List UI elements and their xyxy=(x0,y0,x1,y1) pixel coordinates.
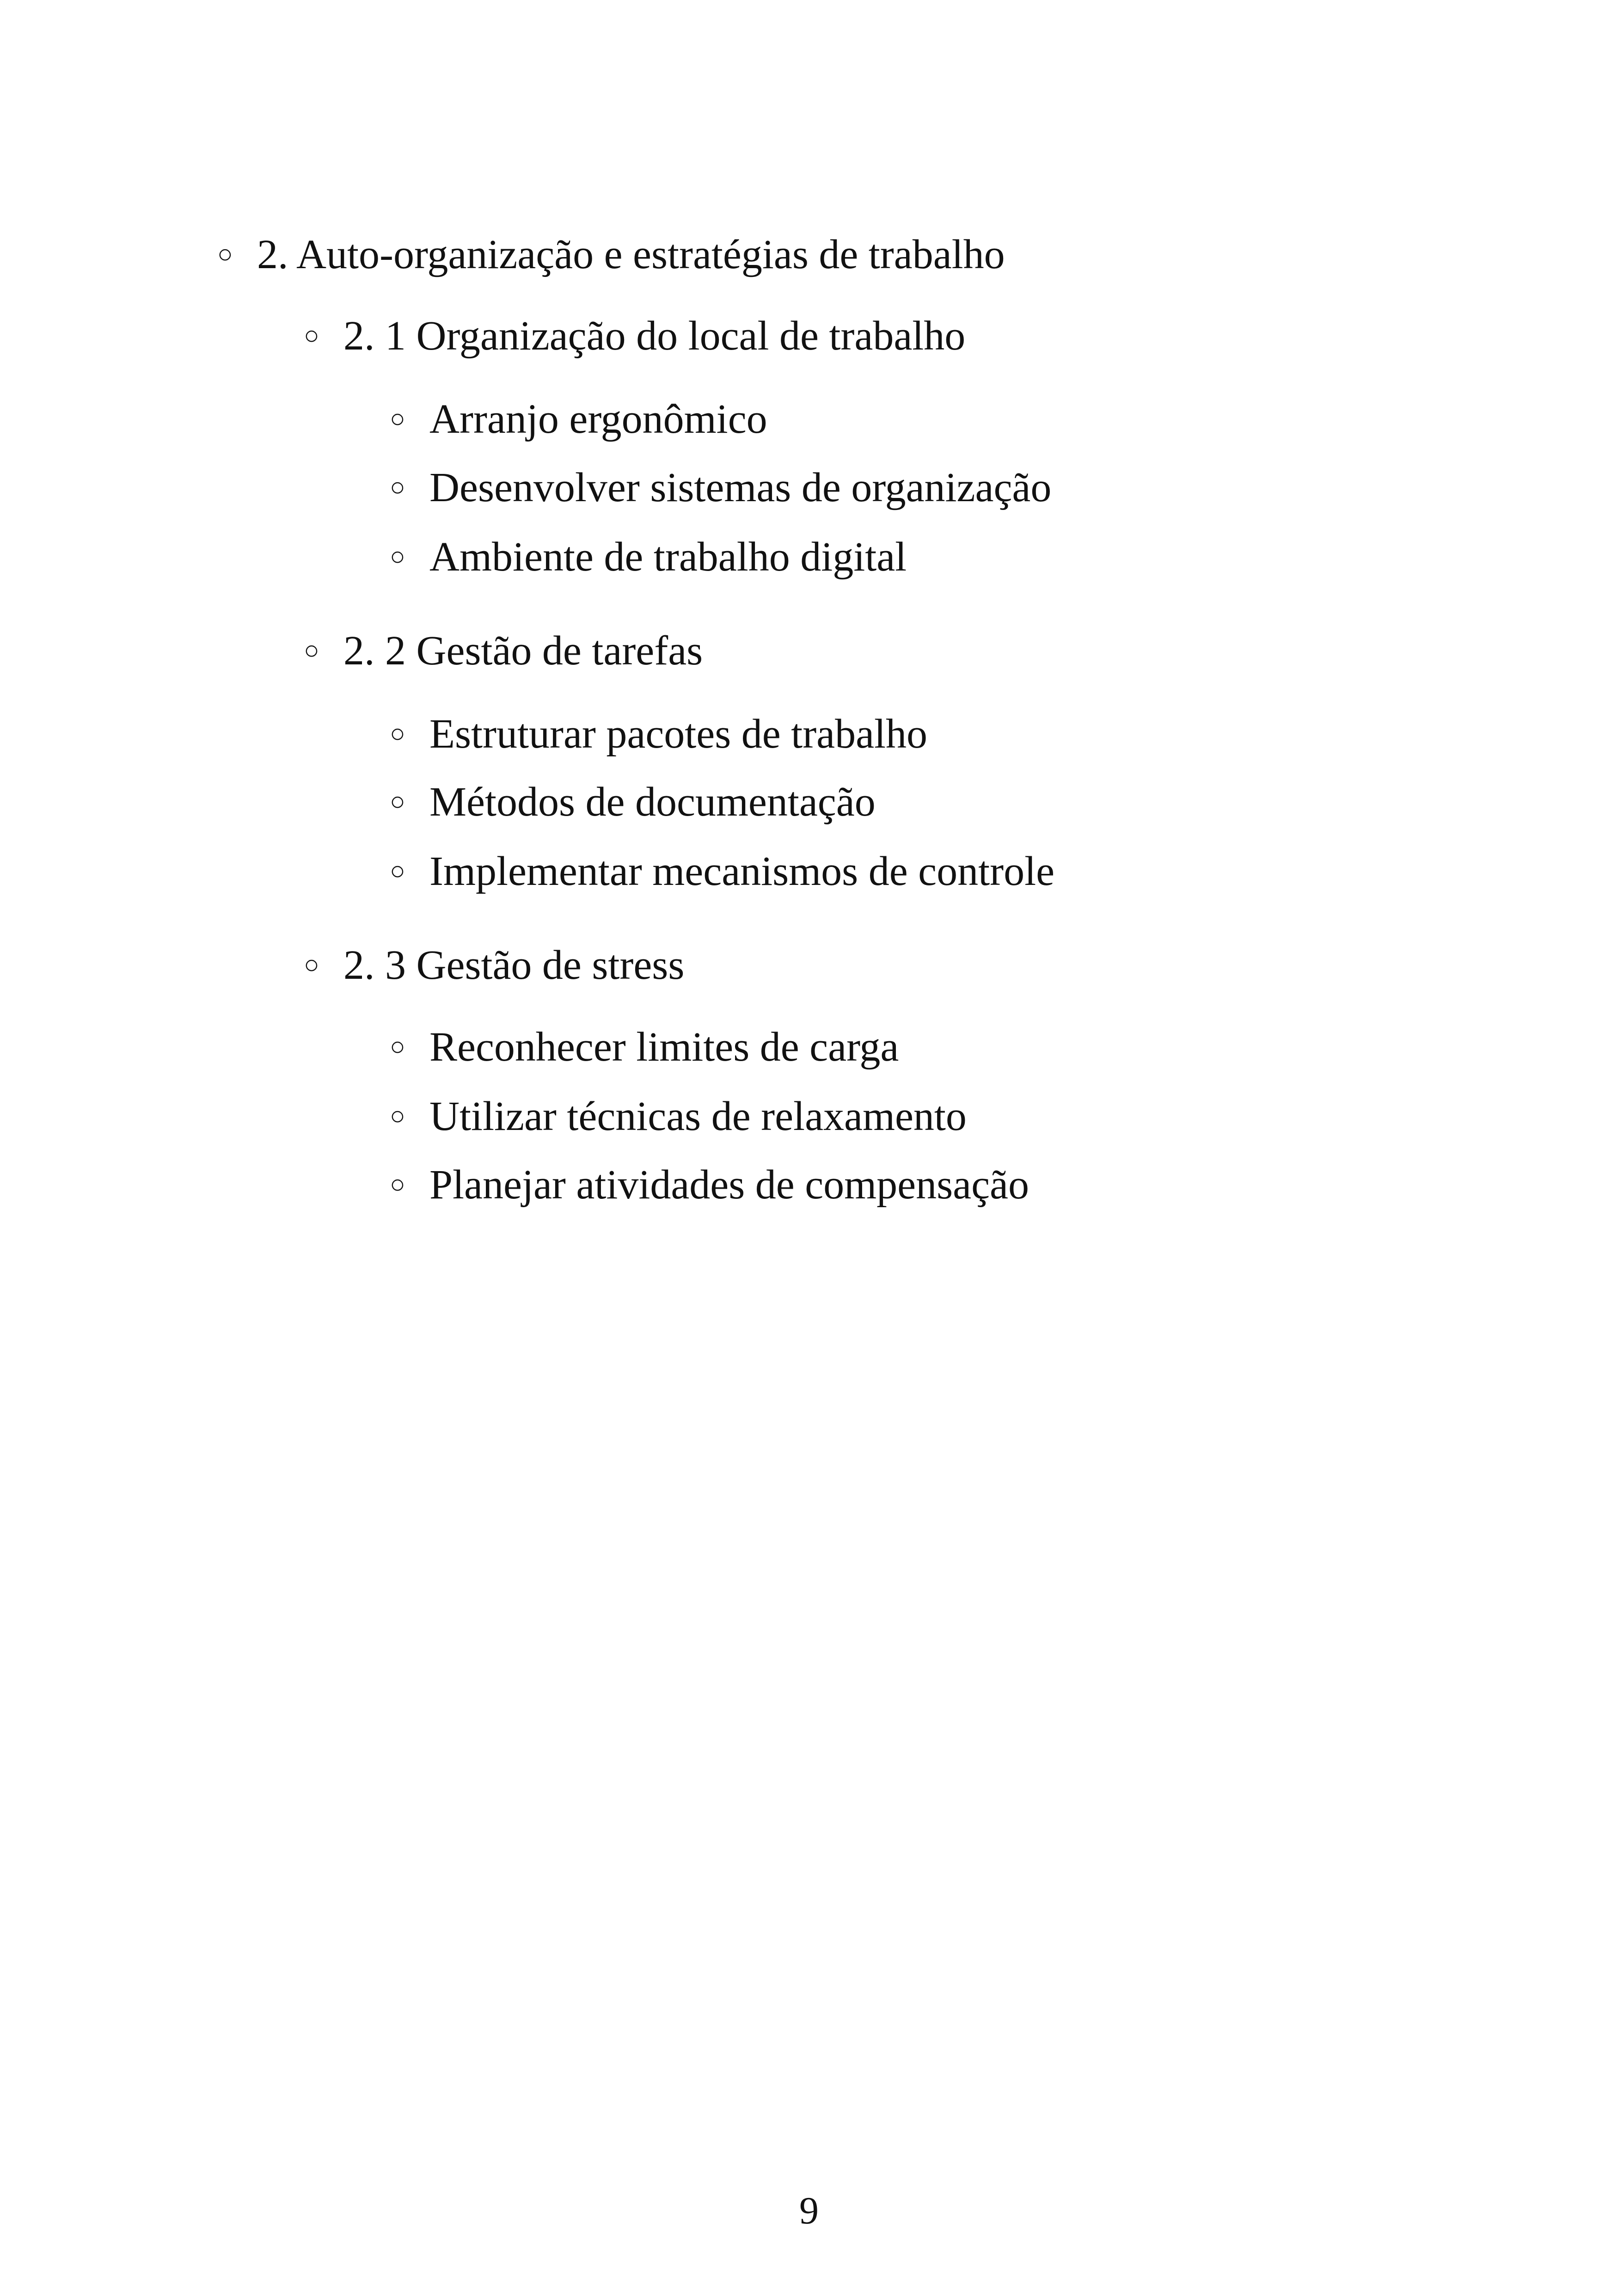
circle-bullet-icon: ○ xyxy=(304,321,319,350)
subsection-heading xyxy=(304,630,703,672)
list-item-text: Reconhecer limites de carga xyxy=(429,1024,899,1070)
list-item-text: Estruturar pacotes de trabalho xyxy=(429,711,928,757)
list-item xyxy=(390,713,927,755)
list-item-text: Planejar atividades de compensação xyxy=(429,1162,1029,1208)
circle-bullet-icon: ○ xyxy=(390,787,405,816)
circle-bullet-icon: ○ xyxy=(390,719,405,748)
list-item xyxy=(390,467,1051,509)
circle-bullet-icon: ○ xyxy=(390,542,405,571)
subsection-heading xyxy=(304,942,685,988)
list-item xyxy=(390,1026,899,1068)
list-item-text: Desenvolver sistemas de organização xyxy=(429,465,1052,510)
circle-bullet-icon: ○ xyxy=(390,857,405,885)
list-item xyxy=(390,1164,1029,1206)
list-item xyxy=(390,1093,967,1139)
circle-bullet-icon: ○ xyxy=(304,636,319,665)
section-heading xyxy=(217,234,1005,276)
circle-bullet-icon: ○ xyxy=(390,1102,405,1130)
list-item xyxy=(390,781,876,823)
circle-bullet-icon: ○ xyxy=(390,1032,405,1061)
subsection-title: 2. 2 Gestão de tarefas xyxy=(343,628,703,674)
list-item xyxy=(390,536,907,578)
subsection-title: 2. 1 Organização do local de trabalho xyxy=(343,313,966,359)
page-number: 9 xyxy=(799,2189,819,2232)
subsection-heading xyxy=(304,315,965,357)
list-item xyxy=(390,396,767,442)
list-item xyxy=(390,848,1055,894)
list-item-text: Ambiente de trabalho digital xyxy=(429,534,907,580)
circle-bullet-icon: ○ xyxy=(390,473,405,502)
circle-bullet-icon: ○ xyxy=(304,951,319,979)
list-item-text: Arranjo ergonômico xyxy=(429,396,767,442)
section-title: 2. Auto-organização e estratégias de trabalho xyxy=(257,232,1005,277)
list-item-text: Implementar mecanismos de controle xyxy=(429,848,1055,894)
circle-bullet-icon: ○ xyxy=(217,240,233,269)
circle-bullet-icon: ○ xyxy=(390,1170,405,1199)
list-item-text: Métodos de documentação xyxy=(429,779,876,825)
list-item-text: Utilizar técnicas de relaxamento xyxy=(429,1093,967,1139)
circle-bullet-icon: ○ xyxy=(390,405,405,433)
subsection-title: 2. 3 Gestão de stress xyxy=(343,942,685,988)
